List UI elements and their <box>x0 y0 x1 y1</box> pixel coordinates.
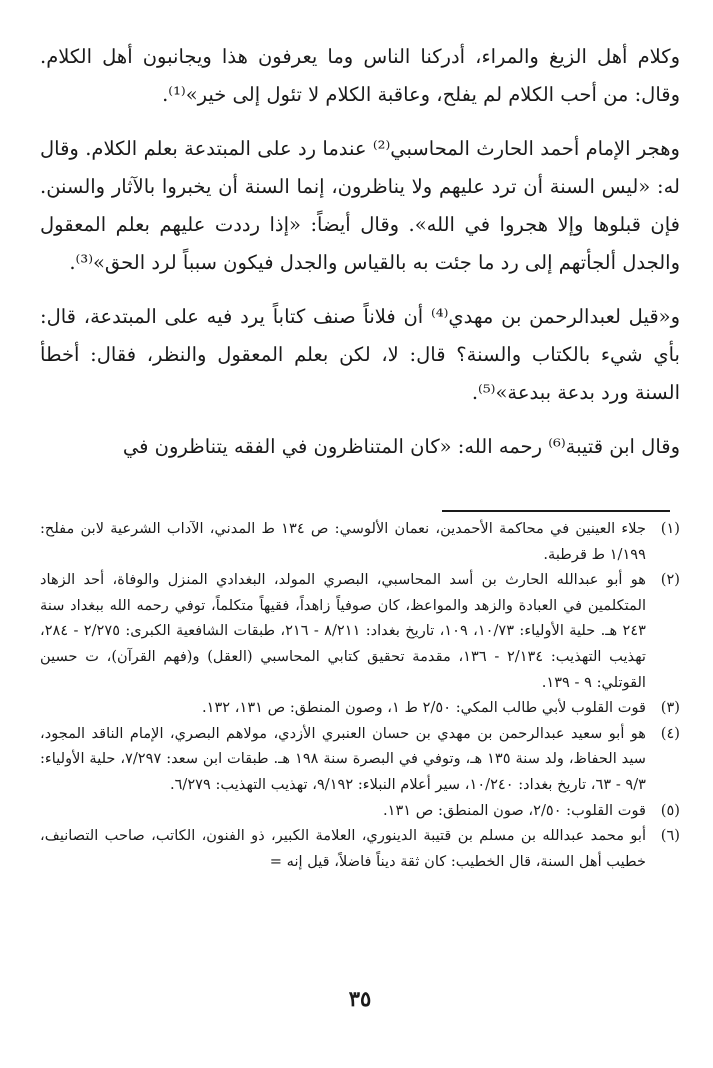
footnotes <box>40 516 680 874</box>
footnote-text: جلاء العينين في محاكمة الأحمدين، نعمان الألوسي: ص ١٣٤ ط المدني، الآداب الشرعية لابن مفلح: ١/١٩٩ ط قرطبة. <box>40 520 646 563</box>
footnote-text: هو أبو سعيد عبدالرحمن بن مهدي بن حسان العنبري الأزدي، مولاهم البصري، الإمام الناقد المجود، سيد الحفاظ، ولد سنة ١٣٥ هـ، وتوفي في البصرة سنة ١٩٨ هـ. طبقات ابن سعد: ٧/٢٩٧، حلية الأولياء: ٩/٣ - ٦٣، تاريخ بغداد: ١٠/٢٤٠، سير أعلام النبلاء: ٩/١٩٢، تهذيب التهذيب: ٦/٢٧٩. <box>40 724 646 793</box>
footnote-number: (٥) <box>660 801 680 819</box>
footnote-number: (٦) <box>660 827 680 845</box>
main-text <box>40 38 680 466</box>
page-number: ٣٥ <box>348 986 372 1011</box>
footnote-text: أبو محمد عبدالله بن مسلم بن قتيبة الدينوري، العلامة الكبير، ذو الفنون، الكاتب، صاحب التصانيف، خطيب أهل السنة، قال الخطيب: كان ثقة ديناً فاضلاً، قيل إنه = <box>40 827 646 870</box>
paragraph-3: و«قيل لعبدالرحمن بن مهدي⁽⁴⁾ أن فلاناً صنف كتاباً يرد فيه على المبتدعة، قال: بأي شيء بالكتاب والسنة؟ قال: لا، لكن بعلم المعقول والنظر، فقال: أخطأ السنة ورد بدعة ببدعة»⁽⁵⁾. <box>40 305 681 404</box>
footnote-4 <box>40 721 680 798</box>
footnote-6 <box>40 823 680 874</box>
footnote-text: هو أبو عبدالله الحارث بن أسد المحاسبي، البصري المولد، البغدادي المنزل والوفاة، أحد الزهاد المتكلمين في العبادة والزهد والمواعظ، كان صوفياً زاهداً، فقيهاً متكلماً، توفي رحمه الله ببغداد سنة ٢٤٣ هـ. حلية الأولياء: ١٠/٧٣، ١٠٩، تاريخ بغداد: ٨/٢١١ - ٢١٦، طبقات الشافعية الكبرى: ٢/٢٧٥ - ٢٨٤، تهذيب التهذيب: ٢/١٣٤ - ١٣٦، مقدمة تحقيق كتابي المحاسبي (العقل) و(فهم القرآن)، ت حسين القوتلي: ٩ - ١٣٩. <box>40 571 646 691</box>
footnote-2 <box>40 567 680 695</box>
footnote-text: قوت القلوب لأبي طالب المكي: ٢/٥٠ ط ١، وصون المنطق: ص ١٣١، ١٣٢. <box>201 699 646 717</box>
book-page <box>40 38 680 1048</box>
footnote-number: (٢) <box>660 571 680 589</box>
footnote-number: (١) <box>660 520 680 537</box>
footnote-3 <box>40 695 680 721</box>
paragraph-1: وكلام أهل الزيغ والمراء، أدركنا الناس وما يعرفون هذا ويجانبون أهل الكلام. وقال: من أحب الكلام لم يفلح، وعاقبة الكلام لا تئول إلى خير»⁽¹⁾. <box>40 45 680 106</box>
footnote-text: قوت القلوب: ٢/٥٠، صون المنطق: ص ١٣١. <box>382 801 646 819</box>
footnote-5 <box>40 798 680 824</box>
footnote-divider <box>442 510 670 512</box>
paragraph-4: وقال ابن قتيبة⁽⁶⁾ رحمه الله: «كان المتناظرون في الفقه يتناظرون في <box>122 435 680 458</box>
footnote-1 <box>40 516 680 567</box>
footnote-number: (٣) <box>660 699 680 717</box>
footnote-number: (٤) <box>660 724 680 742</box>
paragraph-2: وهجر الإمام أحمد الحارث المحاسبي⁽²⁾ عندما رد على المبتدعة بعلم الكلام. وقال له: «ليس السنة أن ترد عليهم ولا يناظرون، إنما السنة أن يخبروا بالآثار والسنن. فإن قبلوها وإلا هجروا في الله». وقال أيضاً: «إذا رددت عليهم بعلم المعقول والجدل ألجأتهم إلى رد ما جئت به بالقياس والجدل فيكون سبباً لرد الحق»⁽³⁾. <box>40 137 680 274</box>
